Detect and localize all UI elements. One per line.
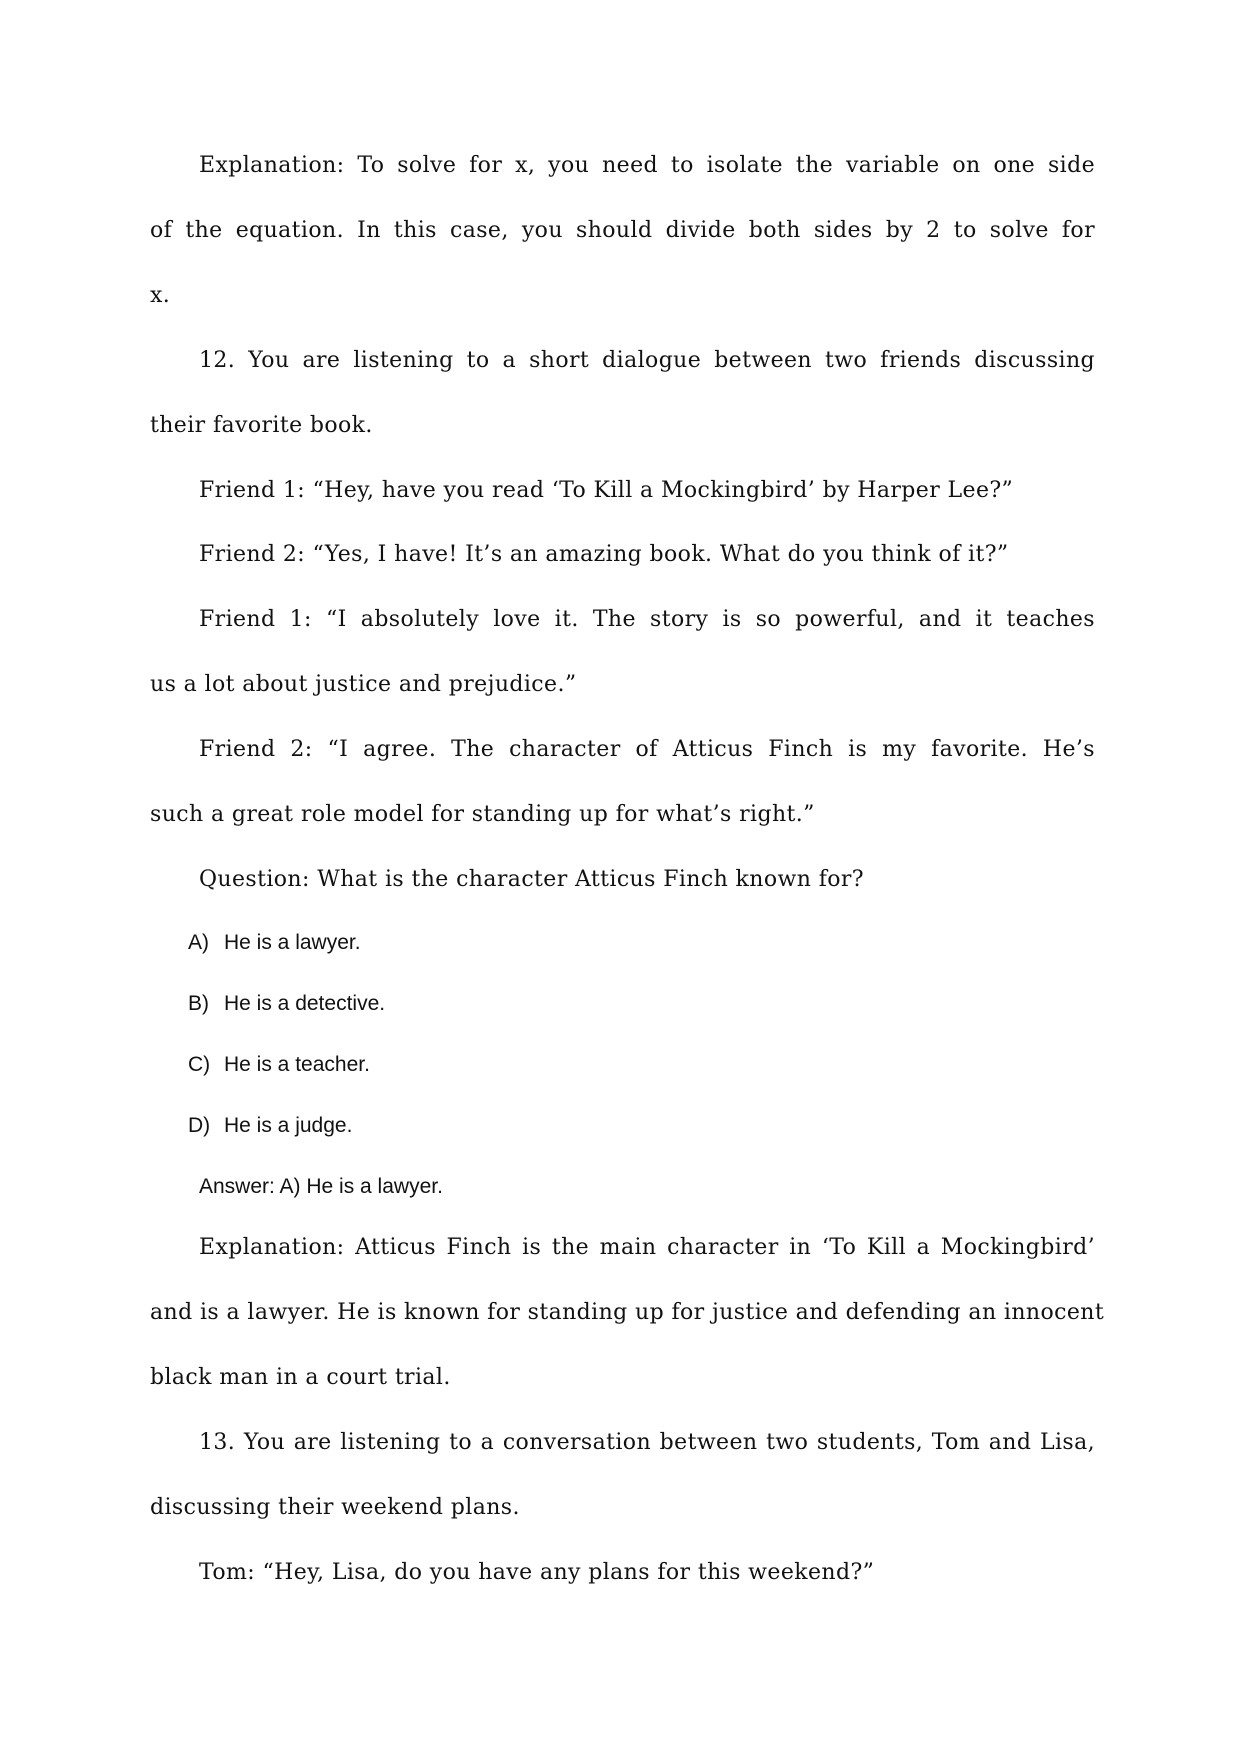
option-text: He is a lawyer. xyxy=(224,931,361,954)
option-text: He is a judge. xyxy=(224,1114,353,1137)
explanation-line-2: of the equation. In this case, you should divide both sides by 2 to solve for xyxy=(150,218,1095,243)
dialogue-line-3a: Friend 1: “I absolutely love it. The story is so powerful, and it teaches xyxy=(199,607,1095,632)
tom-dialogue-line: Tom: “Hey, Lisa, do you have any plans for this weekend?” xyxy=(199,1560,875,1585)
option-c xyxy=(188,1047,370,1083)
option-letter: A) xyxy=(188,931,209,954)
dialogue-line-4b: such a great role model for standing up for what’s right.” xyxy=(150,802,815,827)
option-letter: B) xyxy=(188,992,209,1015)
option-text: He is a detective. xyxy=(224,992,386,1015)
option-a xyxy=(188,925,361,961)
option-d xyxy=(188,1108,352,1144)
question-12-line-1: 12. You are listening to a short dialogue between two friends discussing xyxy=(199,348,1095,373)
explanation2-line-1: Explanation: Atticus Finch is the main character in ‘To Kill a Mockingbird’ xyxy=(199,1235,1095,1260)
explanation-line-3: x. xyxy=(150,283,171,308)
option-letter: C) xyxy=(188,1053,211,1076)
dialogue-line-2: Friend 2: “Yes, I have! It’s an amazing book. What do you think of it?” xyxy=(199,542,1009,567)
dialogue-line-1: Friend 1: “Hey, have you read ‘To Kill a Mockingbird’ by Harper Lee?” xyxy=(199,478,1014,503)
option-letter: D) xyxy=(188,1114,211,1137)
explanation2-line-3: black man in a court trial. xyxy=(150,1365,451,1390)
question-13-line-2: discussing their weekend plans. xyxy=(150,1495,520,1520)
explanation2-line-2: and is a lawyer. He is known for standing up for justice and defending an innocent xyxy=(150,1300,1105,1325)
question-13-line-1: 13. You are listening to a conversation between two students, Tom and Lisa, xyxy=(199,1430,1095,1455)
answer-line: Answer: A) He is a lawyer. xyxy=(199,1175,443,1198)
explanation-line-1: Explanation: To solve for x, you need to isolate the variable on one side xyxy=(199,153,1095,178)
option-b xyxy=(188,986,385,1022)
question-text: Question: What is the character Atticus Finch known for? xyxy=(199,867,864,892)
option-text: He is a teacher. xyxy=(224,1053,370,1076)
dialogue-line-4a: Friend 2: “I agree. The character of Atticus Finch is my favorite. He’s xyxy=(199,737,1095,762)
dialogue-line-3b: us a lot about justice and prejudice.” xyxy=(150,672,577,697)
question-12-line-2: their favorite book. xyxy=(150,413,373,438)
